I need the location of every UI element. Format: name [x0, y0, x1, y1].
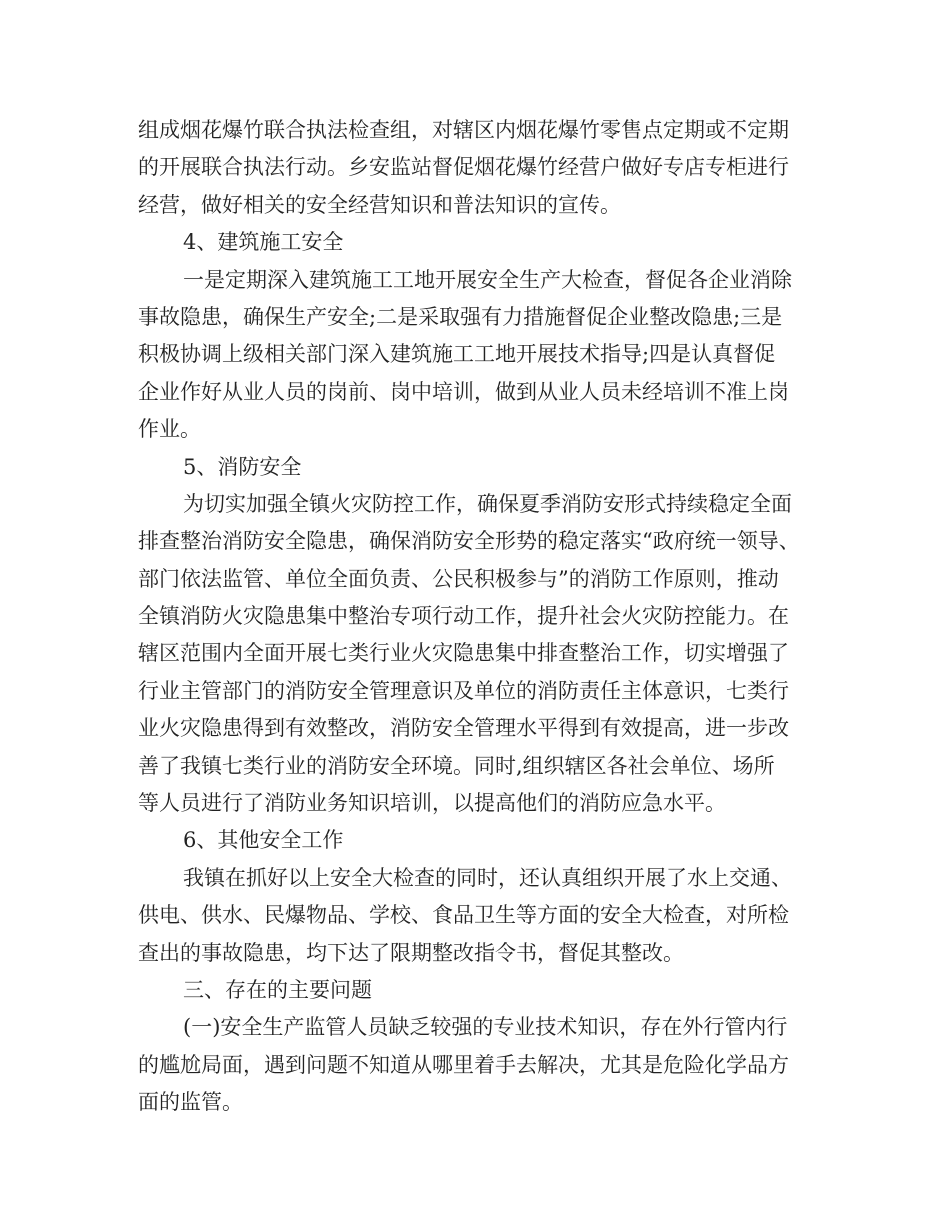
document-body [138, 112, 818, 1122]
text-line: 经营，做好相关的安全经营知识和普法知识的宣传。 [138, 192, 621, 217]
text-line: 辖区范围内全面开展七类行业火灾隐患集中排查整治工作，切实增强了 [138, 641, 789, 666]
section-heading-construction-safety: 4、建筑施工安全 [183, 230, 344, 255]
text-line: 等人员进行了消防业务知识培训，以提高他们的消防应急水平。 [138, 791, 726, 816]
text-line: 部门依法监管、单位全面负责、公民积极参与”的消防工作原则，推动 [138, 566, 779, 591]
section-heading-other-safety: 6、其他安全工作 [183, 828, 344, 853]
text-line: 积极协调上级相关部门深入建筑施工工地开展技术指导;四是认真督促 [138, 342, 776, 367]
text-line: 一是定期深入建筑施工工地开展安全生产大检查，督促各企业消除 [183, 267, 792, 292]
text-line: 面的监管。 [138, 1090, 243, 1115]
text-line: 事故隐患，确保生产安全;二是采取强有力措施督促企业整改隐患;三是 [138, 304, 783, 329]
text-line: 供电、供水、民爆物品、学校、食品卫生等方面的安全大检查，对所检 [138, 903, 789, 928]
text-line: 的开展联合执法行动。乡安监站督促烟花爆竹经营户做好专店专柜进行 [138, 155, 789, 180]
text-line: 组成烟花爆竹联合执法检查组，对辖区内烟花爆竹零售点定期或不定期 [138, 118, 789, 142]
text-line: 查出的事故隐患，均下达了限期整改指令书，督促其整改。 [138, 940, 684, 965]
text-line: 企业作好从业人员的岗前、岗中培训，做到从业人员未经培训不准上岗 [138, 379, 789, 404]
text-line: 善了我镇七类行业的消防安全环境。同时,组织辖区各社会单位、场所 [138, 753, 775, 778]
section-heading-main-problems: 三、存在的主要问题 [183, 977, 372, 1002]
section-heading-fire-safety: 5、消防安全 [183, 454, 302, 479]
text-line: 全镇消防火灾隐患集中整治专项行动工作，提升社会火灾防控能力。在 [138, 604, 789, 629]
text-line: 排查整治消防安全隐患，确保消防安全形势的稳定落实“政府统一领导、 [138, 529, 800, 554]
text-line: (一)安全生产监管人员缺乏较强的专业技术知识，存在外行管内行 [183, 1015, 788, 1040]
text-line: 为切实加强全镇火灾防控工作，确保夏季消防安形式持续稳定全面 [183, 491, 792, 516]
text-line: 我镇在抓好以上安全大检查的同时，还认真组织开展了水上交通、 [183, 865, 792, 890]
text-line: 行业主管部门的消防安全管理意识及单位的消防责任主体意识，七类行 [138, 678, 789, 703]
text-line: 作业。 [138, 417, 201, 442]
text-line: 业火灾隐患得到有效整改，消防安全管理水平得到有效提高，进一步改 [138, 716, 789, 741]
text-line: 的尴尬局面，遇到问题不知道从哪里着手去解决，尤其是危险化学品方 [138, 1052, 789, 1077]
